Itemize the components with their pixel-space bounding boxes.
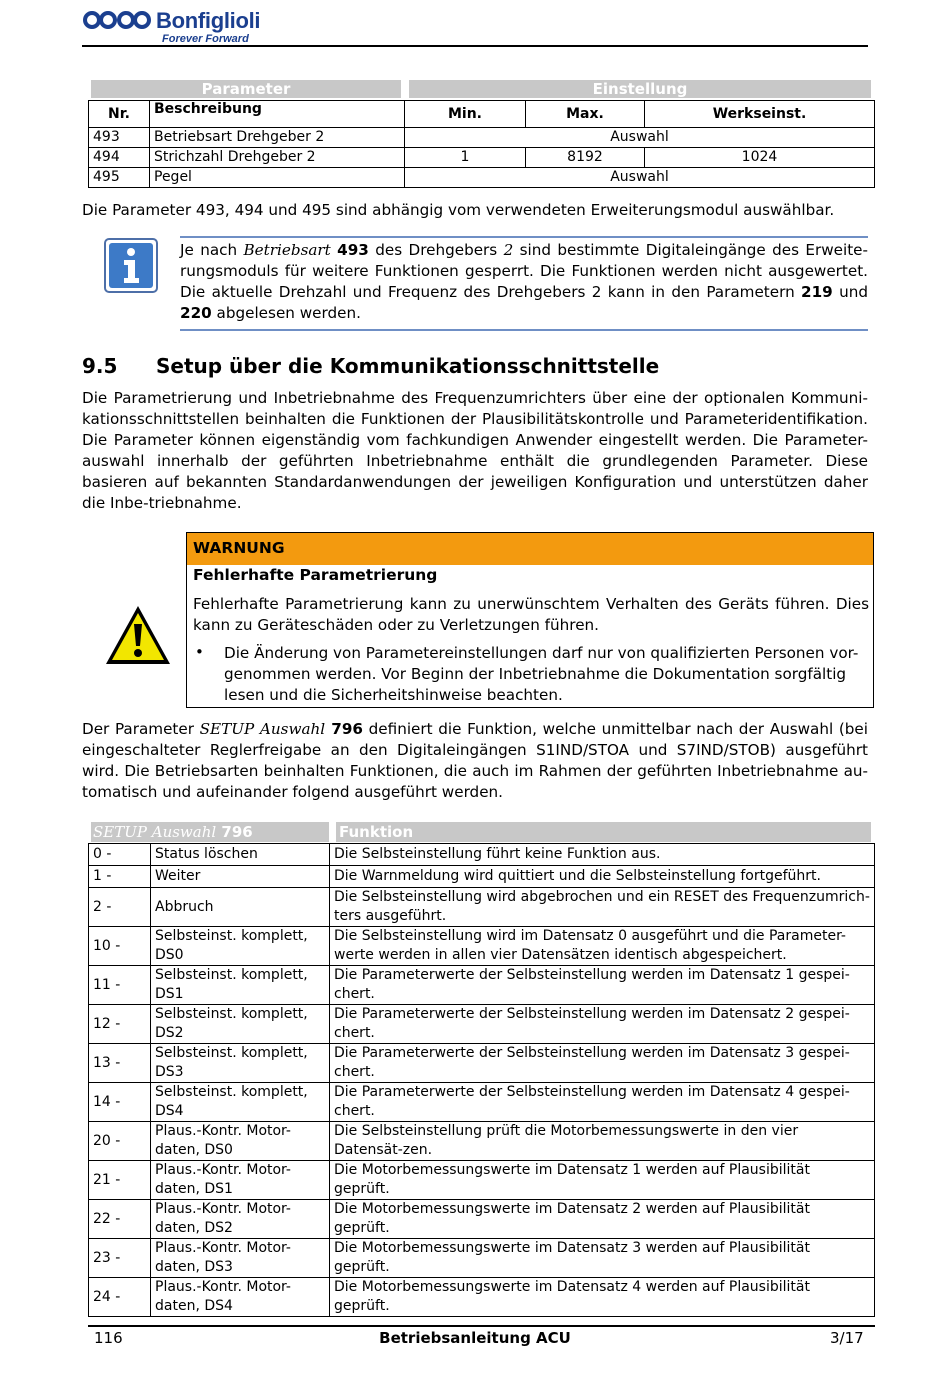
info-rule-bottom — [180, 329, 868, 331]
table-row — [89, 966, 875, 1005]
cell-nr: 494 — [89, 148, 150, 168]
footer-divider — [88, 1325, 875, 1327]
cell-desc: Pegel — [150, 168, 405, 188]
cell-code: 2 - — [89, 888, 151, 927]
cell-nr: 493 — [89, 128, 150, 148]
table-row — [89, 1161, 875, 1200]
cell-name: Weiter — [151, 866, 330, 888]
section-number: 9.5 — [82, 354, 118, 378]
cell-setting: Auswahl — [405, 128, 875, 148]
header-divider — [82, 45, 868, 47]
setup-table — [88, 843, 875, 1317]
cell-setting: Auswahl — [405, 168, 875, 188]
col-default: Werkseinst. — [645, 101, 875, 128]
brand-name: Bonfiglioli — [156, 8, 261, 33]
cell-code: 0 - — [89, 844, 151, 866]
cell-function: Die Parameterwerte der Selbsteinstellung werden im Datensatz 3 gespei-chert. — [330, 1044, 875, 1083]
setup-param-header: SETUP Auswahl 796 — [91, 822, 329, 842]
cell-name: Plaus.-Kontr. Motor-daten, DS2 — [151, 1200, 330, 1239]
cell-name: Selbsteinst. komplett, DS1 — [151, 966, 330, 1005]
table-row — [89, 128, 875, 148]
cell-code: 24 - — [89, 1278, 151, 1317]
cell-code: 10 - — [89, 927, 151, 966]
table-row — [89, 844, 875, 866]
col-min: Min. — [405, 101, 526, 128]
cell-code: 21 - — [89, 1161, 151, 1200]
cell-function: Die Motorbemessungswerte im Datensatz 1 werden auf Plausibilität geprüft. — [330, 1161, 875, 1200]
cell-code: 13 - — [89, 1044, 151, 1083]
warning-subtitle: Fehlerhafte Parametrierung — [193, 566, 438, 584]
setting-group-header: Einstellung — [409, 80, 871, 98]
info-note-text: Je nach Betriebsart 493 des Drehgebers 2 sind bestimmte Digitaleingänge des Erweite-rungsmoduls für weitere Funktionen gesperrt. Die Funktionen werden nicht ausgewertet. Die aktuelle Drehzahl und Frequenz des Drehgebers 2 kann in den Parametern 219 und 220 abgelesen werden. — [180, 241, 868, 322]
table-row — [89, 927, 875, 966]
table-row — [89, 1044, 875, 1083]
cell-function: Die Selbsteinstellung wird abgebrochen und ein RESET des Frequenzumrich-ters ausgeführt. — [330, 888, 875, 927]
cell-function: Die Motorbemessungswerte im Datensatz 3 werden auf Plausibilität geprüft. — [330, 1239, 875, 1278]
warning-title-bar — [187, 533, 873, 565]
cell-function: Die Motorbemessungswerte im Datensatz 2 werden auf Plausibilität geprüft. — [330, 1200, 875, 1239]
cell-desc: Strichzahl Drehgeber 2 — [150, 148, 405, 168]
section-title: Setup über die Kommunikationsschnittstelle — [156, 354, 660, 378]
cell-name: Selbsteinst. komplett, DS4 — [151, 1083, 330, 1122]
page-number: 116 — [94, 1329, 123, 1347]
table-row — [89, 1083, 875, 1122]
cell-nr: 495 — [89, 168, 150, 188]
warning-triangle-icon — [104, 604, 172, 666]
table-row — [89, 1200, 875, 1239]
bullet-dot: • — [195, 643, 204, 661]
col-max: Max. — [526, 101, 645, 128]
cell-function: Die Selbsteinstellung prüft die Motorbemessungswerte in den vier Datensät-zen. — [330, 1122, 875, 1161]
brand-tagline: Forever Forward — [162, 33, 249, 45]
cell-function: Die Warnmeldung wird quittiert und die Selbsteinstellung fortgeführt. — [330, 866, 875, 888]
cell-code: 14 - — [89, 1083, 151, 1122]
cell-function: Die Parameterwerte der Selbsteinstellung werden im Datensatz 4 gespei-chert. — [330, 1083, 875, 1122]
cell-name: Plaus.-Kontr. Motor-daten, DS0 — [151, 1122, 330, 1161]
info-rule-top — [180, 236, 868, 238]
cell-name: Plaus.-Kontr. Motor-daten, DS1 — [151, 1161, 330, 1200]
cell-max: 8192 — [526, 148, 645, 168]
cell-function: Die Selbsteinstellung wird im Datensatz 0 ausgeführt und die Parameter-werte werden in allen vier Datensätzen identisch abgespeichert. — [330, 927, 875, 966]
cell-name: Selbsteinst. komplett, DS3 — [151, 1044, 330, 1083]
table-header-row — [89, 101, 875, 128]
cell-name: Status löschen — [151, 844, 330, 866]
warning-box — [186, 532, 874, 708]
section-heading — [82, 354, 659, 378]
table-row — [89, 1005, 875, 1044]
setup-function-header: Funktion — [336, 822, 871, 842]
table-row — [89, 888, 875, 927]
table-row — [89, 1239, 875, 1278]
table-row — [89, 1122, 875, 1161]
parameter-table — [88, 100, 875, 188]
cell-function: Die Selbsteinstellung führt keine Funktion aus. — [330, 844, 875, 866]
info-icon — [104, 238, 158, 293]
cell-code: 1 - — [89, 866, 151, 888]
cell-code: 12 - — [89, 1005, 151, 1044]
section-paragraph: Die Parametrierung und Inbetriebnahme des Frequenzumrichters über eine der optionalen Kommuni-kationsschnittstellen beinhalten die Funktionen der Plausibilitätskontrolle und Parameteridentifikation. Die Parameter können eigenständig vom fachkundigen Anwender eingestellt werden. Die Parameter-auswahl innerhalb der geführten Inbetriebnahme enthält die grundlegenden Parameter. Diese basieren auf bekannten Standardanwendungen der jeweiligen Konfiguration und unterstützen daher die Inbe-triebnahme. — [82, 389, 868, 512]
table-row — [89, 168, 875, 188]
warning-bullet: Die Änderung von Parametereinstellungen darf nur von qualifizierten Personen vor-genommen werden. Vor Beginn der Inbetriebnahme die Dokumentation sorgfältig lesen und die Sicherheitshinweise beachten. — [224, 644, 859, 704]
table-row — [89, 148, 875, 168]
col-desc: Beschreibung — [150, 101, 405, 128]
cell-min: 1 — [405, 148, 526, 168]
param-group-header: Parameter — [91, 80, 401, 98]
bonfiglioli-logo-icon — [82, 8, 154, 32]
warning-title: WARNUNG — [193, 539, 285, 557]
dependency-paragraph: Die Parameter 493, 494 und 495 sind abhängig vom verwendeten Erweiterungsmodul auswählbar. — [82, 201, 835, 219]
table-row — [89, 866, 875, 888]
cell-name: Plaus.-Kontr. Motor-daten, DS3 — [151, 1239, 330, 1278]
cell-desc: Betriebsart Drehgeber 2 — [150, 128, 405, 148]
cell-name: Plaus.-Kontr. Motor-daten, DS4 — [151, 1278, 330, 1317]
cell-function: Die Parameterwerte der Selbsteinstellung werden im Datensatz 1 gespei-chert. — [330, 966, 875, 1005]
cell-code: 11 - — [89, 966, 151, 1005]
cell-function: Die Motorbemessungswerte im Datensatz 4 werden auf Plausibilität geprüft. — [330, 1278, 875, 1317]
table-row — [89, 1278, 875, 1317]
cell-name: Selbsteinst. komplett, DS0 — [151, 927, 330, 966]
cell-code: 23 - — [89, 1239, 151, 1278]
cell-name: Abbruch — [151, 888, 330, 927]
footer-date: 3/17 — [830, 1329, 864, 1347]
footer-title: Betriebsanleitung ACU — [379, 1329, 571, 1347]
cell-code: 22 - — [89, 1200, 151, 1239]
setup-paragraph: Der Parameter SETUP Auswahl 796 definiert die Funktion, welche unmittelbar nach der Auswahl (bei eingeschalteter Reglerfreigabe an den Digitaleingängen S1IND/STOA und S7IND/STOB) ausgeführt wird. Die Betriebsarten beinhalten Funktionen, die auch im Rahmen der geführten Inbetriebnahme au-tomatisch und aufeinander folgend ausgeführt werden. — [82, 720, 868, 801]
cell-code: 20 - — [89, 1122, 151, 1161]
cell-default: 1024 — [645, 148, 875, 168]
col-nr: Nr. — [89, 101, 150, 128]
cell-function: Die Parameterwerte der Selbsteinstellung werden im Datensatz 2 gespei-chert. — [330, 1005, 875, 1044]
warning-text: Fehlerhafte Parametrierung kann zu unerwünschtem Verhalten des Geräts führen. Dies kann zu Geräteschäden oder zu Verletzungen führen. — [193, 595, 869, 634]
brand-logo — [82, 6, 261, 46]
cell-name: Selbsteinst. komplett, DS2 — [151, 1005, 330, 1044]
